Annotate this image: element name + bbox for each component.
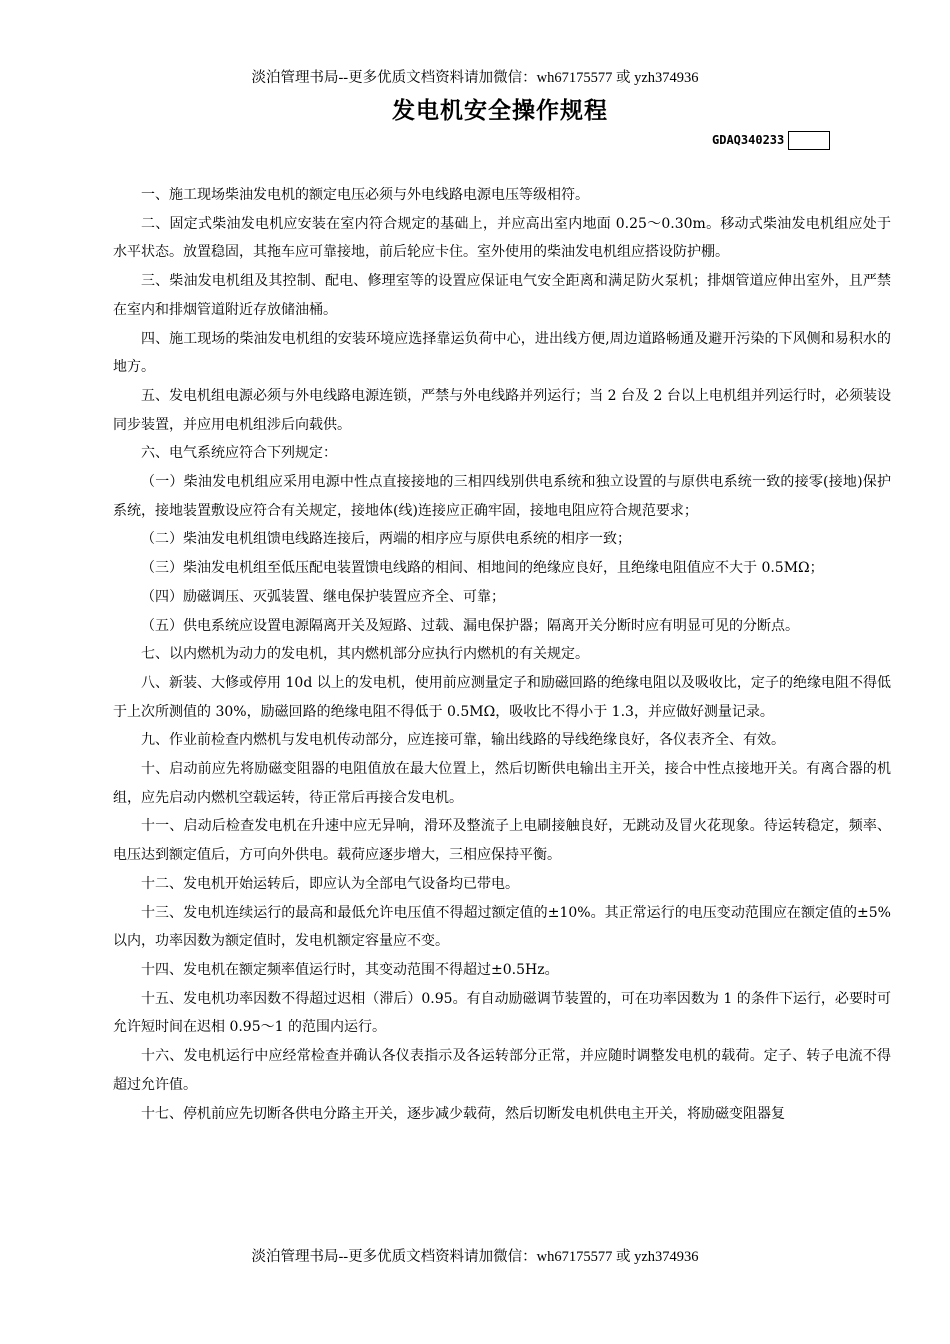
paragraph-2: 二、固定式柴油发电机应安装在室内符合规定的基础上，并应高出室内地面 0.25～0.30m。移动式柴油发电机组应处于水平状态。放置稳固，其拖车应可靠接地，前后轮应卡住。室外使用的柴油发电机组应搭设防护棚。 — [113, 215, 891, 261]
paragraph-8: 八、新装、大修或停用 10d 以上的发电机，使用前应测量定子和励磁回路的绝缘电阻以及吸收比，定子的绝缘电阻不得低于上次所测值的 30%，励磁回路的绝缘电阻不得低于 0.5MΩ，吸收比不得小于 1.3，并应做好测量记录。 — [113, 674, 891, 720]
paragraph-6-4: （四）励磁调压、灭弧装置、继电保护装置应齐全、可靠； — [141, 588, 505, 605]
paragraph-6: 六、电气系统应符合下列规定： — [141, 445, 337, 462]
code-blank-box — [788, 131, 830, 150]
paragraph-13: 十三、发电机连续运行的最高和最低允许电压值不得超过额定值的±10%。其正常运行的电压变动范围应在额定值的±5%以内，功率因数为额定值时，发电机额定容量应不变。 — [113, 904, 891, 950]
paragraph-7: 七、以内燃机为动力的发电机，其内燃机部分应执行内燃机的有关规定。 — [141, 646, 589, 663]
page-header: 淡泊管理书局--更多优质文档资料请加微信：wh67175577 或 yzh374936 — [251, 70, 699, 86]
document-body — [113, 181, 891, 1128]
document-code-row — [712, 130, 830, 150]
paragraph-10: 十、启动前应先将励磁变阻器的电阻值放在最大位置上，然后切断供电输出主开关，接合中性点接地开关。有离合器的机组，应先启动内燃机空载运转，待正常后再接合发电机。 — [113, 761, 891, 806]
paragraph-1: 一、施工现场柴油发电机的额定电压必须与外电线路电源电压等级相符。 — [141, 187, 589, 203]
paragraph-15: 十五、发电机功率因数不得超过迟相（滞后）0.95。有自动励磁调节装置的，可在功率因数为 1 的条件下运行，必要时可允许短时间在迟相 0.95～1 的范围内运行。 — [113, 990, 891, 1036]
paragraph-4: 四、施工现场的柴油发电机组的安装环境应选择靠运负荷中心，进出线方便,周边道路畅通及避开污染的下风侧和易积水的地方。 — [113, 330, 891, 376]
document-title: 发电机安全操作规程 — [392, 98, 608, 124]
paragraph-17: 十七、停机前应先切断各供电分路主开关，逐步减少载荷，然后切断发电机供电主开关，将励磁变阻器复 — [141, 1105, 785, 1122]
document-code: GDAQ340233 — [712, 133, 785, 147]
paragraph-5: 五、发电机组电源必须与外电线路电源连锁，严禁与外电线路并列运行；当 2 台及 2 台以上电机组并列运行时，必须装设同步装置，并应用电机组涉后向载供。 — [113, 387, 891, 433]
page-footer: 淡泊管理书局--更多优质文档资料请加微信：wh67175577 或 yzh374936 — [251, 1249, 699, 1265]
paragraph-12: 十二、发电机开始运转后，即应认为全部电气设备均已带电。 — [141, 875, 519, 892]
paragraph-14: 十四、发电机在额定频率值运行时，其变动范围不得超过±0.5Hz。 — [141, 961, 559, 978]
paragraph-3: 三、柴油发电机组及其控制、配电、修理室等的设置应保证电气安全距离和满足防火泵机；排烟管道应伸出室外，且严禁在室内和排烟管道附近存放储油桶。 — [113, 273, 891, 318]
paragraph-16: 十六、发电机运行中应经常检查并确认各仪表指示及各运转部分正常，并应随时调整发电机的载荷。定子、转子电流不得超过允许值。 — [113, 1048, 891, 1093]
paragraph-6-1: （一）柴油发电机组应采用电源中性点直接接地的三相四线别供电系统和独立设置的与原供电系统一致的接零(接地)保护系统，接地装置敷设应符合有关规定，接地体(线)连接应正确牢固，接地电阻应符合规范要求； — [113, 474, 891, 519]
paragraph-9: 九、作业前检查内燃机与发电机传动部分，应连接可靠，输出线路的导线绝缘良好，各仪表齐全、有效。 — [141, 732, 785, 749]
paragraph-6-3: （三）柴油发电机组至低压配电装置馈电线路的相间、相地间的绝缘应良好，且绝缘电阻值应不大于 0.5MΩ； — [141, 560, 824, 577]
paragraph-11: 十一、启动后检查发电机在升速中应无异响，滑环及整流子上电刷接触良好，无跳动及冒火花现象。待运转稳定，频率、电压达到额定值后，方可向外供电。载荷应逐步增大，三相应保持平衡。 — [113, 818, 891, 864]
paragraph-6-2: （二）柴油发电机组馈电线路连接后，两端的相序应与原供电系统的相序一致； — [141, 531, 631, 548]
paragraph-6-5: （五）供电系统应设置电源隔离开关及短路、过载、漏电保护器；隔离开关分断时应有明显可见的分断点。 — [141, 617, 799, 634]
